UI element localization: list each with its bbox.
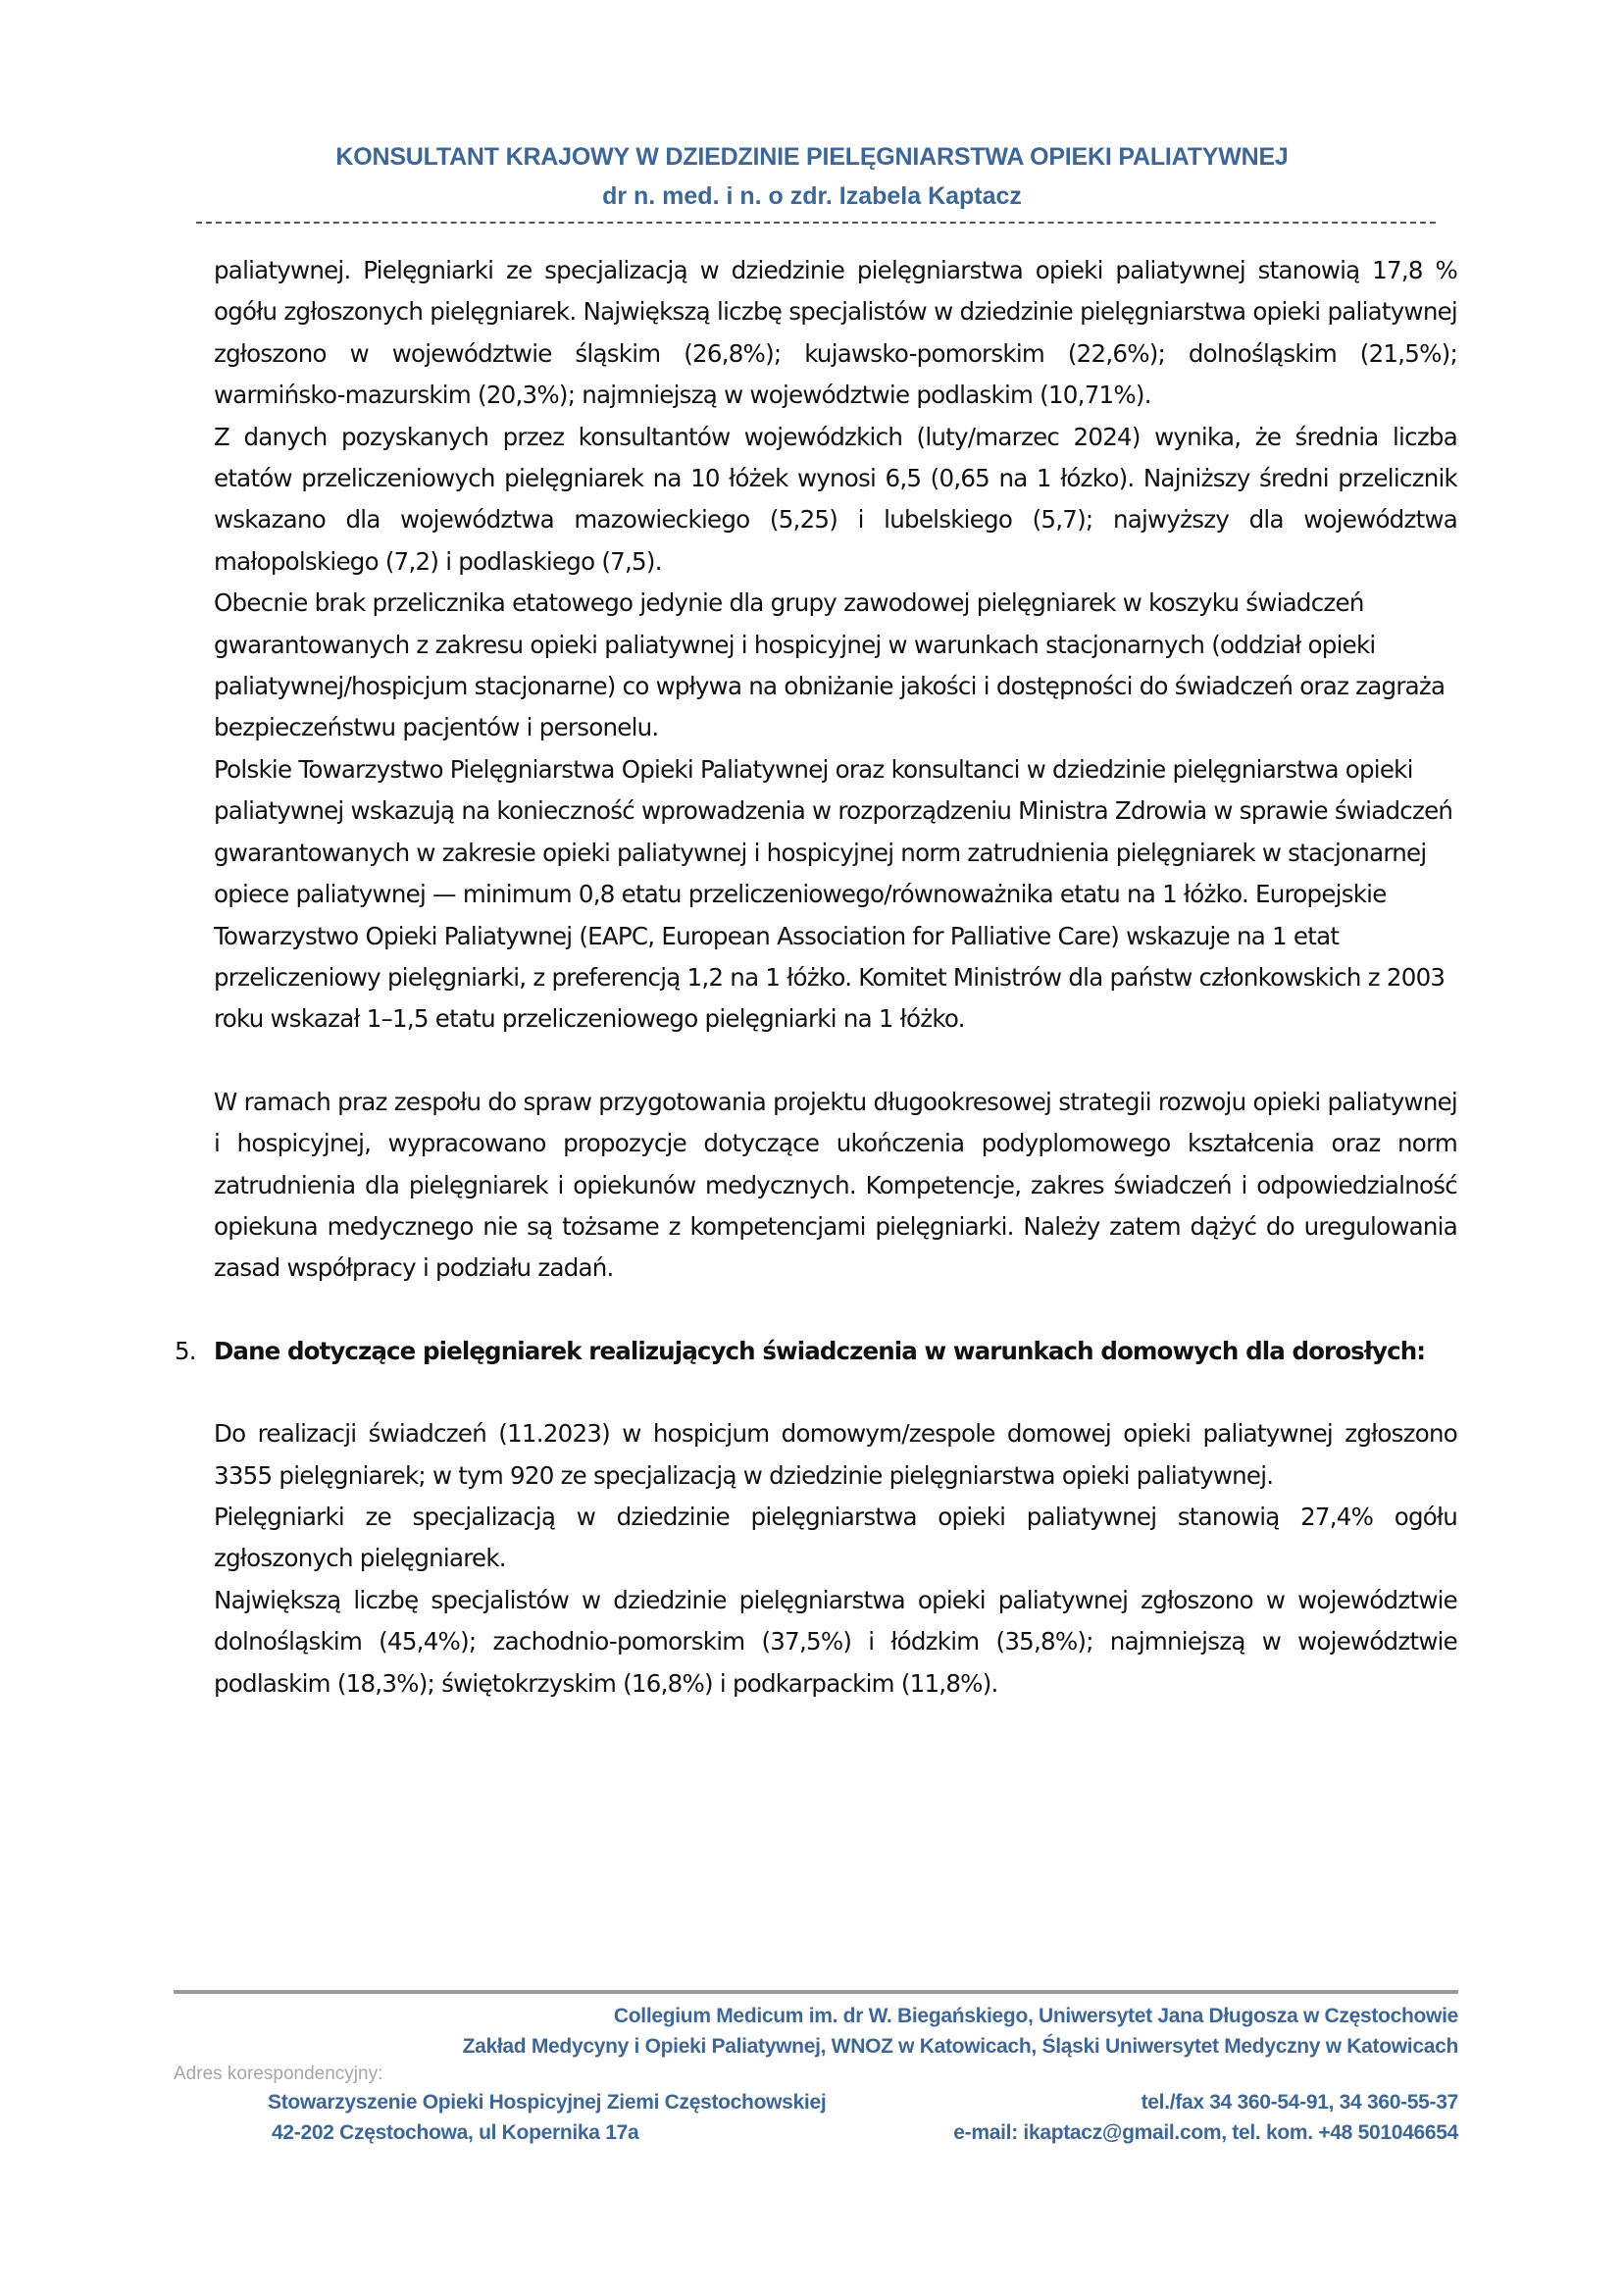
paragraph-missing-ratio: Obecnie brak przelicznika etatowego jedynie dla grupy zawodowej pielęgniarek w koszyku świadczeń gwarantowanych z zakresu opieki paliatywnej i hospicyjnej w warunkach stacjonarnych (oddział opieki paliatywnej/hospicjum stacjonarne) co wpływa na obniżanie jakości i dostępności do świadczeń oraz zagraża bezpieczeństwu pacjentów i personelu. (214, 588, 1446, 742)
page-header (0, 139, 1624, 214)
header-author: dr n. med. i n. o zdr. Izabela Kaptacz (602, 182, 1022, 210)
footer-address: 42-202 Częstochowa, ul Kopernika 17a (272, 2121, 639, 2144)
paragraph-strategy-team: W ramach praz zespołu do spraw przygotowania projektu długookresowej strategii rozwoju opieki paliatywnej i hospicyjnej, wypracowano propozycje dotyczące ukończenia podyplomowego kształcenia oraz norm zatrudnienia dla pielęgniarek i opiekunów medycznych. Kompetencje, zakres świadczeń i odpowiedzialność opiekuna medycznego nie są tożsame z kompetencjami pielęgniarki. Należy zatem dążyć do uregulowania zasad współpracy i podziału zadań. (214, 1087, 1457, 1283)
header-dashed-divider (196, 222, 1436, 224)
footer-correspondence-label: Adres korespondencyjny: (174, 2064, 383, 2084)
page-footer (174, 2001, 1458, 2148)
section-number: 5. (175, 1336, 196, 1365)
header-title: KONSULTANT KRAJOWY W DZIEDZINIE PIELĘGNIARSTWA OPIEKI PALIATYWNEJ (335, 143, 1289, 171)
paragraph-staffing-ratio: Z danych pozyskanych przez konsultantów wojewódzkich (luty/marzec 2024) wynika, że średnia liczba etatów przeliczeniowych pielęgniarek na 10 łóżek wynosi 6,5 (0,65 na 1 łózko). Najniższy średni przelicznik wskazano dla województwa mazowieckiego (5,25) i lubelskiego (5,7); najwyższy dla województwa małopolskiego (7,2) i podlaskiego (7,5). (214, 422, 1457, 576)
footer-contact-row-1 (174, 2087, 1458, 2117)
footer-affiliation-2: Zakład Medycyny i Opieki Paliatywnej, WNOZ w Katowicach, Śląski Uniwersytet Medyczny w Katowicach (462, 2035, 1458, 2058)
footer-affiliation-1: Collegium Medicum im. dr W. Biegańskiego, Uniwersytet Jana Długosza w Częstochowie (613, 2005, 1458, 2027)
section-5-heading (175, 1331, 1457, 1372)
footer-organization: Stowarzyszenie Opieki Hospicyjnej Ziemi Częstochowskiej (268, 2091, 827, 2114)
paragraph-home-care-share: Pielęgniarki ze specjalizacją w dziedzinie pielęgniarstwa opieki paliatywnej stanowią 27,4% ogółu zgłoszonych pielęgniarek. (214, 1502, 1457, 1573)
document-body (175, 250, 1457, 1705)
footer-divider (174, 1990, 1458, 1994)
footer-email-phone: e-mail: ikaptacz@gmail.com, tel. kom. +48 501046654 (953, 2121, 1458, 2144)
paragraph-employment-norms: Polskie Towarzystwo Pielęgniarstwa Opieki Paliatywnej oraz konsultanci w dziedzinie pielęgniarstwa opieki paliatywnej wskazują na konieczność wprowadzenia w rozporządzeniu Ministra Zdrowia w sprawie świadczeń gwarantowanych w zakresie opieki paliatywnej i hospicyjnej norm zatrudnienia pielęgniarek w stacjonarnej opiece paliatywnej — minimum 0,8 etatu przeliczeniowego/równoważnika etatu na 1 łóżko. Europejskie Towarzystwo Opieki Paliatywnej (EAPC, European Association for Palliative Care) wskazuje na 1 etat przeliczeniowy pielęgniarki, z preferencją 1,2 na 1 łóżko. Komitet Ministrów dla państw członkowskich z 2003 roku wskazał 1–1,5 etatu przeliczeniowego pielęgniarki na 1 łóżko. (214, 754, 1453, 1034)
footer-phone-fax: tel./fax 34 360-54-91, 34 360-55-37 (1141, 2091, 1458, 2114)
paragraph-specialists-stationary: paliatywnej. Pielęgniarki ze specjalizacją w dziedzinie pielęgniarstwa opieki paliatywnej stanowią 17,8 % ogółu zgłoszonych pielęgniarek. Największą liczbę specjalistów w dziedzinie pielęgniarstwa opieki paliatywnej zgłoszono w województwie śląskim (26,8%); kujawsko-pomorskim (22,6%); dolnośląskim (21,5%); warmińsko-mazurskim (20,3%); najmniejszą w województwie podlaskim (10,71%). (214, 256, 1457, 410)
footer-contact-row-2 (174, 2117, 1458, 2148)
paragraph-home-care-regions: Największą liczbę specjalistów w dziedzinie pielęgniarstwa opieki paliatywnej zgłoszono w województwie dolnośląskim (45,4%); zachodnio-pomorskim (37,5%) i łódzkim (35,8%); najmniejszą w województwie podlaskim (18,3%); świętokrzyskim (16,8%) i podkarpackim (11,8%). (214, 1585, 1457, 1698)
paragraph-home-care-count: Do realizacji świadczeń (11.2023) w hospicjum domowym/zespole domowej opieki paliatywnej zgłoszono 3355 pielęgniarek; w tym 920 ze specjalizacją w dziedzinie pielęgniarstwa opieki paliatywnej. (214, 1419, 1457, 1490)
section-heading-text: Dane dotyczące pielęgniarek realizujących świadczenia w warunkach domowych dla dorosłych: (214, 1336, 1426, 1365)
